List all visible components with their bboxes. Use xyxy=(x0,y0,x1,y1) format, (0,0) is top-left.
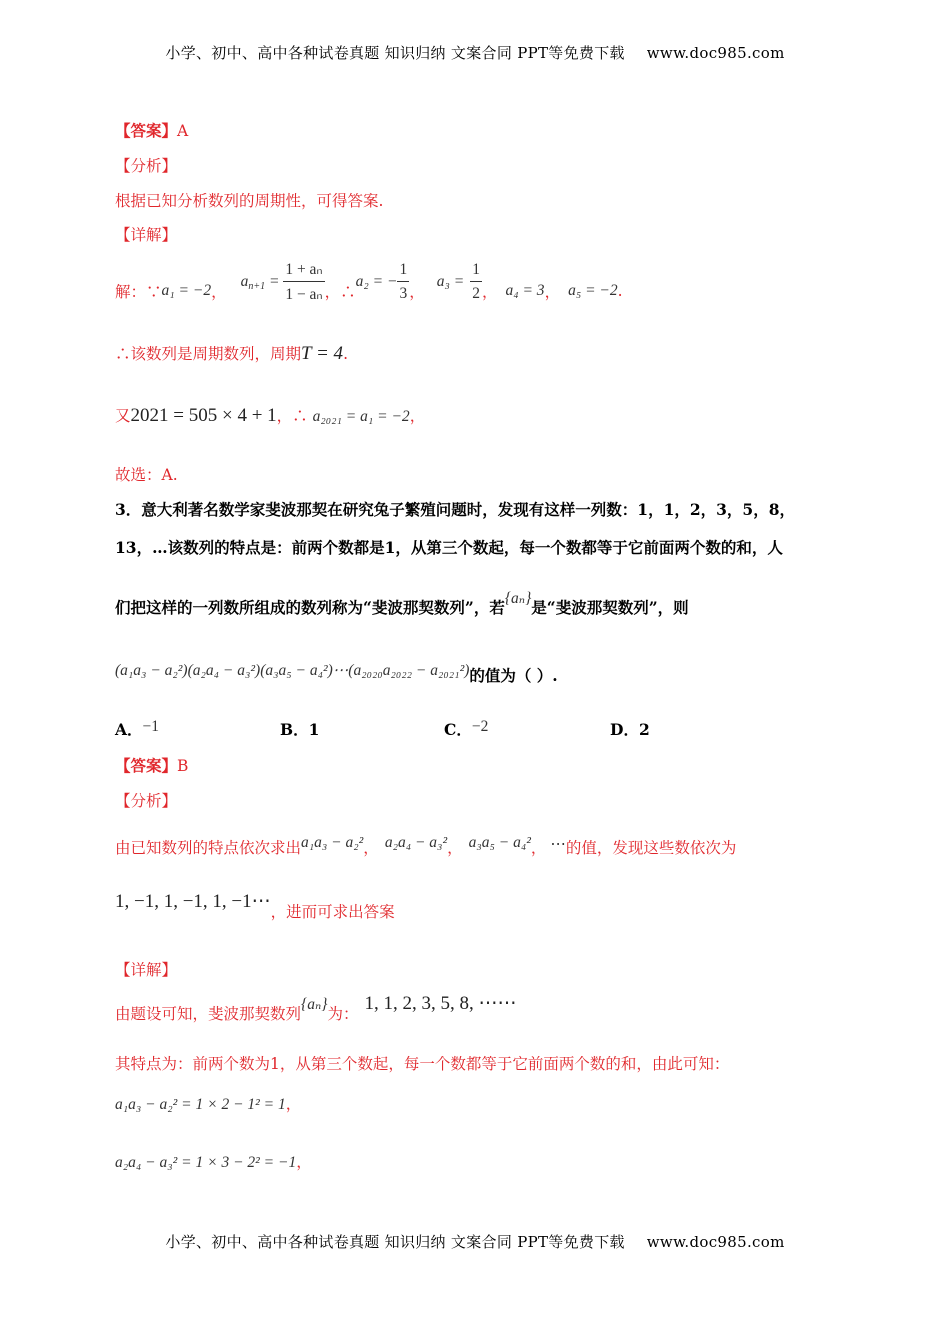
header-site-link[interactable]: www.doc985.com xyxy=(646,44,785,62)
analysis-expr-2: a₂a₄ − a₃² xyxy=(384,834,448,851)
sol-prefix: 解：∵ xyxy=(115,283,162,301)
product-suffix: 的值为（ ）. xyxy=(469,666,558,685)
recursion-fraction xyxy=(283,260,324,304)
analysis-prefix: 由已知数列的特点依次求出 xyxy=(115,839,302,857)
recursion-num: 1 + aₙ xyxy=(283,260,324,282)
recursion-lhs: $a_{n+1}$ = xyxy=(240,272,284,292)
q2-again-line: 又2021 = 505 × 4 + 1，∴ a₂₀₂₁ = a₁ = −2， xyxy=(115,405,426,426)
q2-solution-line: 解：∵ a₁ = −2 ， $a_{n+1}$ = $\frac{\text{1 + aₙ}}{\text{1 − aₙ}}$ ，∴ a₂ = − $\frac{1}{3}$ ， a₃ = $\frac{1}{2}$ ， a₄ = 3 ， a₅ = −2 . xyxy=(115,261,623,303)
product-expression: (a₁a₃ − a₂²)(a₂a₄ − a₃²)(a₃a₅ − a₄²)⋯(a₂₀₂₀a₂₀₂₂ − a₂₀₂₁²) xyxy=(115,662,470,679)
q3-detail-line-2: 其特点为：前两个数为1，从第三个数起，每一个数都等于它前面两个数的和，由此可知： xyxy=(115,1055,730,1073)
again-prefix: 又 xyxy=(115,407,131,425)
detail-mid: 为： xyxy=(327,1005,359,1023)
a3-lhs: a₃ = xyxy=(436,273,465,290)
a3-num: 1 xyxy=(470,261,482,282)
a2-den: 3 xyxy=(399,285,408,302)
option-c-label: C． xyxy=(444,720,472,739)
sequence-values: 1, −1, 1, −1, 1, −1⋯ xyxy=(115,891,271,912)
analysis-suffix: 的值，发现这些数依次为 xyxy=(565,839,737,857)
page-footer xyxy=(0,1231,950,1252)
a4-eq: a₄ = 3 xyxy=(505,282,545,299)
recursion-den: 1 − aₙ xyxy=(285,286,323,303)
period-text: ∴该数列是周期数列，周期 xyxy=(115,345,302,363)
detail-an: {aₙ} xyxy=(301,996,328,1013)
q3-answer xyxy=(115,754,188,776)
q2-analysis-label: 【分析】 xyxy=(115,157,178,175)
answer-value: A xyxy=(177,122,189,140)
a2-num: 1 xyxy=(397,261,409,282)
stem-line-3a: 们把这样的一列数所组成的数列称为“斐波那契数列”，若 xyxy=(115,598,505,617)
stem-an: {aₙ} xyxy=(504,590,532,607)
analysis-expr-1: a₁a₃ − a₂² xyxy=(301,834,364,851)
q2-choose: 故选：A. xyxy=(115,466,178,484)
again-result: a₂₀₂₁ = a₁ = −2 xyxy=(312,408,410,425)
analysis-dots: ⋯ xyxy=(550,836,566,853)
equation-1: a₁a₃ − a₂² = 1 × 2 − 1² = 1 xyxy=(115,1096,286,1113)
q3-sequence-line xyxy=(115,891,395,923)
q3-answer-value: B xyxy=(177,757,189,775)
q3-equation-1: a₁a₃ − a₂² = 1 × 2 − 1² = 1， xyxy=(115,1095,302,1113)
a5-eq: a₅ = −2 xyxy=(568,282,618,299)
a3-den: 2 xyxy=(472,285,480,302)
q2-answer xyxy=(115,119,188,141)
again-eq: 2021 = 505 × 4 + 1 xyxy=(130,405,277,426)
a1-eq: a₁ = −2 xyxy=(161,282,212,299)
a2-lhs: a₂ = − xyxy=(355,273,398,290)
q3-analysis-label: 【分析】 xyxy=(115,792,178,810)
option-c[interactable] xyxy=(444,718,488,740)
q3-stem-line-1: 3．意大利著名数学家斐波那契在研究兔子繁殖问题时，发现有这样一列数：1，1，2，3，5，8， xyxy=(115,500,795,519)
equation-2: a₂a₄ − a₃² = 1 × 3 − 2² = −1 xyxy=(115,1154,297,1171)
footer-text: 小学、初中、高中各种试卷真题 知识归纳 文案合同 PPT等免费下载 xyxy=(165,1233,625,1251)
header-text: 小学、初中、高中各种试卷真题 知识归纳 文案合同 PPT等免费下载 xyxy=(165,44,625,62)
q2-detail-label: 【详解】 xyxy=(115,226,178,244)
detail-sequence: 1, 1, 2, 3, 5, 8, ⋯⋯ xyxy=(364,993,517,1014)
analysis-expr-3: a₃a₅ − a₄² xyxy=(468,834,531,851)
page-header xyxy=(0,42,950,63)
period-value: T = 4 xyxy=(301,343,344,364)
a2-fraction xyxy=(397,261,409,303)
q3-equation-2: a₂a₄ − a₃² = 1 × 3 − 2² = −1， xyxy=(115,1153,312,1171)
stem-line-3b: 是“斐波那契数列”，则 xyxy=(531,598,689,617)
sequence-suffix: ，进而可求出答案 xyxy=(270,903,395,921)
option-a[interactable] xyxy=(115,718,159,740)
option-b-label: B．1 xyxy=(280,720,320,739)
q3-detail-line-1 xyxy=(115,993,517,1025)
a3-fraction xyxy=(470,261,482,303)
option-d-label: D．2 xyxy=(610,720,650,739)
footer-site-link[interactable]: www.doc985.com xyxy=(646,1233,785,1251)
detail-prefix: 由题设可知，斐波那契数列 xyxy=(115,1005,302,1023)
option-c-value: −2 xyxy=(471,718,489,735)
option-a-value: −1 xyxy=(142,718,160,735)
q3-stem-line-3 xyxy=(115,590,689,618)
q2-period-line: ∴该数列是周期数列，周期T = 4. xyxy=(115,343,348,364)
option-b[interactable] xyxy=(280,718,319,740)
q3-stem-line-2: 13，…该数列的特点是：前两个数都是1，从第三个数起，每一个数都等于它前面两个数的和，人 xyxy=(115,538,783,557)
option-a-label: A． xyxy=(115,720,143,739)
option-d[interactable] xyxy=(610,718,650,740)
q3-answer-label: 【答案】 xyxy=(115,756,178,775)
q3-analysis-line: 由已知数列的特点依次求出a₁a₃ − a₂²， a₂a₄ − a₃²， a₃a₅ − a₄²， ⋯的值，发现这些数依次为 xyxy=(115,834,737,857)
q3-detail-label: 【详解】 xyxy=(115,961,178,979)
q2-analysis-text: 根据已知分析数列的周期性，可得答案. xyxy=(115,192,384,210)
q3-product-line xyxy=(115,664,558,686)
answer-label: 【答案】 xyxy=(115,121,178,140)
